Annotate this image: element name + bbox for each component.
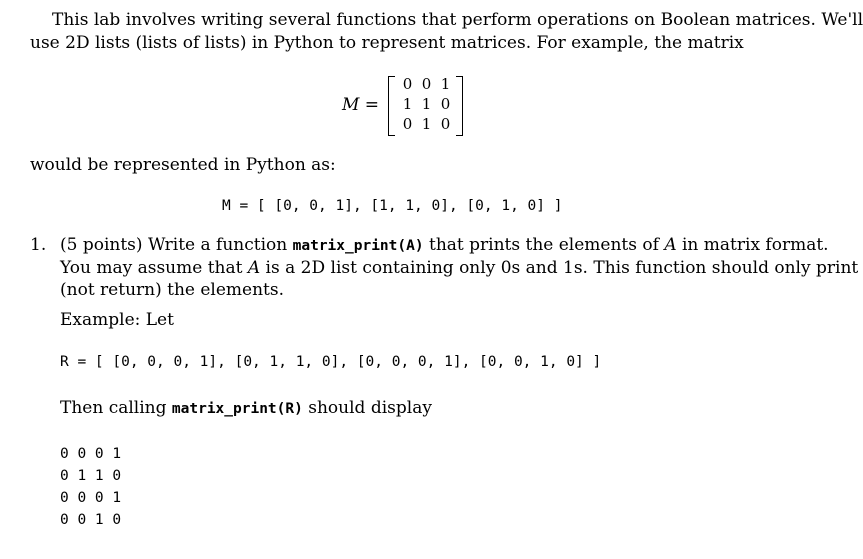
matrix-row (398, 74, 456, 94)
matrix-cell: 0 (440, 115, 451, 133)
matrix-cell: 0 (421, 75, 432, 93)
matrix-cell: 1 (421, 115, 432, 133)
example-code: R = [ [0, 0, 0, 1], [0, 1, 1, 0], [0, 0, 0, 1], [0, 0, 1, 0] ] (60, 354, 602, 370)
q1-line1-post: that prints the elements of (423, 235, 665, 255)
question-line-3: (not return) the elements. (60, 280, 285, 300)
q1-line1-end: in matrix format. (676, 235, 829, 255)
question-number: 1. (30, 235, 47, 255)
output-row: 0 0 0 1 (60, 490, 122, 506)
matrix-row (398, 114, 456, 134)
variable-a: A (664, 235, 677, 255)
example-label: Example: Let (60, 310, 174, 330)
function-signature: matrix_print(A) (292, 238, 424, 254)
intro-line-2: use 2D lists (lists of lists) in Python to represent matrices. For example, the matrix (30, 33, 744, 53)
then-call: matrix_print(R) (171, 401, 303, 417)
matrix-cell: 0 (440, 95, 451, 113)
left-bracket (388, 76, 395, 136)
output-row: 0 1 1 0 (60, 468, 122, 484)
q1-line1-pre: (5 points) Write a function (60, 235, 293, 255)
output-row: 0 0 1 0 (60, 512, 122, 528)
matrix-grid (398, 74, 456, 134)
question-line-1 (60, 234, 829, 257)
q1-line2-pre: You may assume that (60, 258, 248, 278)
q1-line2-post: is a 2D list containing only 0s and 1s. This function should only print (260, 258, 859, 278)
python-representation: M = [ [0, 0, 1], [1, 1, 0], [0, 1, 0] ] (222, 198, 563, 214)
question-line-2 (60, 257, 858, 279)
then-post: should display (302, 398, 432, 418)
matrix-cell: 0 (402, 115, 413, 133)
matrix-cell: 0 (402, 75, 413, 93)
then-pre: Then calling (60, 398, 172, 418)
variable-a-2: A (247, 258, 261, 278)
matrix-definition (342, 74, 472, 136)
intro-line-1: This lab involves writing several functions that perform operations on Boolean matrices. We'll (52, 10, 863, 30)
matrix-label: M = (342, 95, 380, 115)
matrix-cell: 1 (402, 95, 413, 113)
matrix-row (398, 94, 456, 114)
output-row: 0 0 0 1 (60, 446, 122, 462)
matrix-cell: 1 (440, 75, 451, 93)
intro-line-3: would be represented in Python as: (30, 155, 336, 175)
expected-output (60, 443, 121, 531)
right-bracket (456, 76, 463, 136)
then-line (60, 397, 432, 420)
matrix-cell: 1 (421, 95, 432, 113)
